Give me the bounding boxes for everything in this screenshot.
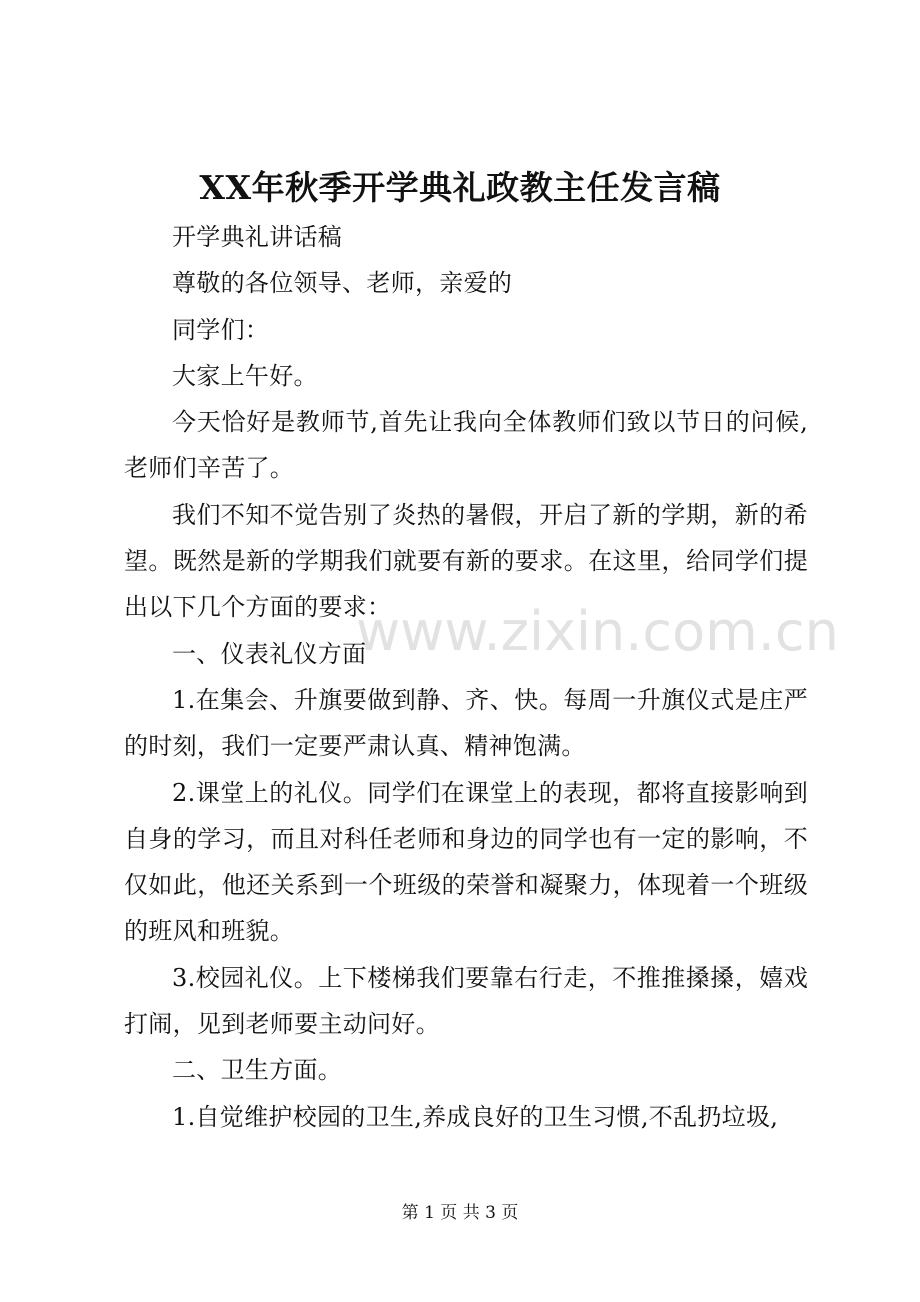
paragraph: 1.在集会、升旗要做到静、齐、快。每周一升旗仪式是庄严的时刻，我们一定要严肃认真、精神饱满。 <box>124 685 808 761</box>
paragraph: 大家上午好。 <box>172 361 318 390</box>
paragraph: 3.校园礼仪。上下楼梯我们要靠右行走，不推推搡搡，嬉戏打闹，见到老师要主动问好。 <box>124 963 808 1039</box>
paragraph: 1.自觉维护校园的卫生,养成良好的卫生习惯,不乱扔垃圾, <box>172 1102 779 1131</box>
document-title: XX年秋季开学典礼政教主任发言稿 <box>199 168 721 207</box>
page-footer: 第 1 页 共 3 页 <box>401 1203 519 1223</box>
paragraph: 开学典礼讲话稿 <box>172 223 343 251</box>
paragraph: 同学们： <box>172 315 270 344</box>
paragraph: 尊敬的各位领导、老师，亲爱的 <box>172 269 513 298</box>
paragraph: 2.课堂上的礼仪。同学们在课堂上的表现，都将直接影响到自身的学习，而且对科任老师和身边的同学也有一定的影响，不仅如此，他还关系到一个班级的荣誉和凝聚力，体现着一个班级的班风和班貌。 <box>124 778 808 946</box>
watermark: www.zixin.com.cn <box>356 600 839 663</box>
document-body <box>124 214 808 1140</box>
paragraph: 二、卫生方面。 <box>172 1056 343 1085</box>
paragraph: 我们不知不觉告别了炎热的暑假，开启了新的学期，新的希望。既然是新的学期我们就要有新的要求。在这里，给同学们提出以下几个方面的要求： <box>124 500 808 622</box>
paragraph: 一、仪表礼仪方面 <box>172 639 367 668</box>
paragraph: 今天恰好是教师节,首先让我向全体教师们致以节日的问候,老师们辛苦了。 <box>124 408 808 483</box>
